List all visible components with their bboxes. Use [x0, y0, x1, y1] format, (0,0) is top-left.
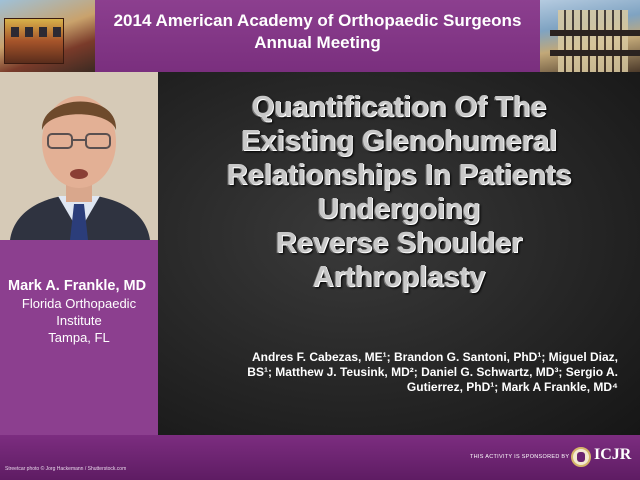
author-line: Andres F. Cabezas, ME¹; Brandon G. Santoni, PhD¹; Miguel Diaz, — [251, 350, 618, 364]
header-banner — [0, 0, 640, 72]
sponsor-label: THIS ACTIVITY IS SPONSORED BY — [470, 454, 570, 460]
slide-title — [176, 90, 622, 294]
photo-credit: Streetcar photo © Jorg Hackemann / Shutterstock.com — [5, 466, 127, 472]
slide-title-line: Arthroplasty — [312, 261, 486, 293]
presentation-slide — [158, 72, 640, 435]
event-title — [95, 10, 540, 54]
slide-title-line: Existing Glenohumeral — [241, 125, 557, 157]
slide-title-line: Reverse Shoulder — [275, 227, 523, 259]
presenter-info — [0, 240, 158, 435]
presenter-portrait — [0, 72, 158, 240]
sponsor-logo: ICJR — [594, 446, 632, 463]
footer-bar — [0, 435, 640, 480]
slide-title-line: Relationships In Patients — [226, 159, 572, 191]
slide-authors — [188, 350, 618, 395]
presenter-org-line2: Institute — [56, 313, 102, 328]
presenter-location: Tampa, FL — [48, 330, 110, 345]
balcony-rail — [550, 50, 640, 56]
building-facade — [558, 10, 628, 72]
building-photo — [540, 0, 640, 72]
event-title-line2: Annual Meeting — [254, 33, 381, 52]
event-title-line1: 2014 American Academy of Orthopaedic Surgeons — [113, 11, 522, 30]
presenter-org-line1: Florida Orthopaedic — [21, 296, 137, 311]
presenter-video — [0, 72, 158, 240]
slide-title-line: Undergoing — [317, 193, 481, 225]
presenter-name: Mark A. Frankle, MD — [8, 278, 147, 294]
streetcar-photo — [0, 0, 95, 72]
balcony-rail — [550, 30, 640, 36]
author-line: BS¹; Matthew J. Teusink, MD²; Daniel G. Schwartz, MD³; Sergio A. — [247, 365, 618, 379]
streetcar-shape — [4, 18, 64, 64]
icjr-seal-icon — [571, 447, 591, 467]
slide-title-line: Quantification Of The — [251, 91, 547, 123]
author-line: Gutierrez, PhD¹; Mark A Frankle, MD⁴ — [406, 380, 618, 394]
